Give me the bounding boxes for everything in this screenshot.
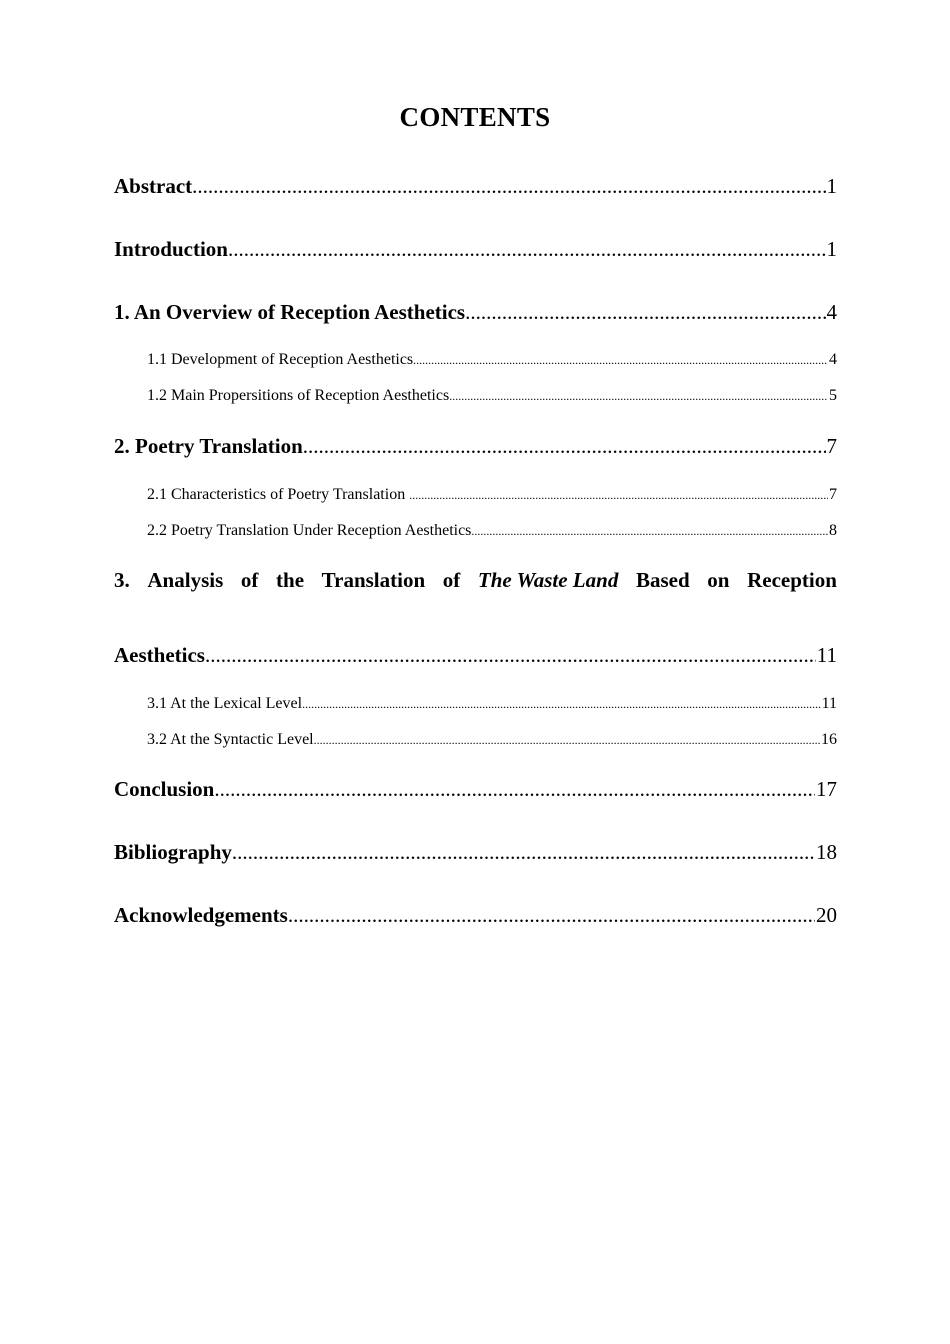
toc-page-number: 17 xyxy=(816,777,837,801)
toc-entry-chapter-2[interactable] xyxy=(114,431,837,461)
toc-entry-label: Bibliography xyxy=(114,840,232,864)
toc-entry-label: 3.1 At the Lexical Level xyxy=(147,695,303,712)
heading-word: Translation xyxy=(321,568,426,592)
toc-entry-abstract[interactable] xyxy=(114,171,837,201)
heading-word: 3. xyxy=(114,568,130,592)
toc-page-number: 16 xyxy=(821,731,837,748)
toc-entry-section-1-2[interactable] xyxy=(147,385,837,407)
toc-entry-label: Aesthetics xyxy=(114,643,205,667)
toc-entry-label: Introduction xyxy=(114,237,228,261)
toc-entry-section-2-1[interactable] xyxy=(147,484,837,506)
dot-leader xyxy=(471,520,828,542)
toc-entry-section-3-2[interactable] xyxy=(147,729,837,751)
dot-leader xyxy=(214,774,815,804)
heading-word: of xyxy=(240,568,259,592)
toc-entry-label: Acknowledgements xyxy=(114,903,288,927)
heading-word: Reception xyxy=(747,568,837,592)
heading-word: Based xyxy=(635,568,690,592)
toc-page-number: 20 xyxy=(816,903,837,927)
toc-page-number: 1 xyxy=(826,174,837,198)
toc-entry-label: 3.2 At the Syntactic Level xyxy=(147,731,314,748)
toc-entry-conclusion[interactable] xyxy=(114,774,837,804)
toc-page-number: 4 xyxy=(829,351,837,368)
toc-page-number: 1 xyxy=(826,237,837,261)
heading-word: on xyxy=(707,568,730,592)
toc-entry-label: 2.1 Characteristics of Poetry Translation xyxy=(147,486,410,503)
toc-entry-introduction[interactable] xyxy=(114,234,837,264)
toc-entry-bibliography[interactable] xyxy=(114,837,837,867)
toc-entry-section-2-2[interactable] xyxy=(147,520,837,542)
toc-page-number: 7 xyxy=(826,434,837,458)
dot-leader xyxy=(288,900,815,930)
dot-leader xyxy=(409,484,828,506)
dot-leader xyxy=(413,349,828,371)
toc-page-number: 5 xyxy=(829,387,837,404)
toc-entry-label: Abstract xyxy=(114,174,193,198)
dot-leader xyxy=(228,234,826,264)
dot-leader xyxy=(449,385,828,407)
toc-page-number: 11 xyxy=(821,695,837,712)
dot-leader xyxy=(302,693,821,715)
toc-entry-section-3-1[interactable] xyxy=(147,693,837,715)
toc-entry-label: Conclusion xyxy=(114,777,215,801)
heading-word: the xyxy=(276,568,305,592)
dot-leader xyxy=(232,837,815,867)
toc-page-number: 7 xyxy=(829,486,837,503)
toc-entry-label: 1.1 Development of Reception Aesthetics xyxy=(147,351,414,368)
dot-leader xyxy=(205,640,816,670)
dot-leader xyxy=(465,297,825,327)
toc-entry-label: 2. Poetry Translation xyxy=(114,434,303,458)
toc-page-number: 18 xyxy=(816,840,837,864)
heading-word: Analysis xyxy=(147,568,224,592)
toc-entry-chapter-3-line-1[interactable] xyxy=(114,565,837,595)
heading-word: of xyxy=(442,568,461,592)
dot-leader xyxy=(192,171,825,201)
toc-entry-label: 1.2 Main Propersitions of Reception Aesthetics xyxy=(147,387,450,404)
toc-entry-label: 1. An Overview of Reception Aesthetics xyxy=(114,300,466,324)
toc-entry-acknowledgements[interactable] xyxy=(114,900,837,930)
toc-entry-chapter-1[interactable] xyxy=(114,297,837,327)
dot-leader xyxy=(314,729,820,751)
dot-leader xyxy=(303,431,826,461)
contents-heading: CONTENTS xyxy=(399,102,551,132)
toc-page-number: 11 xyxy=(816,643,837,667)
toc-entry-chapter-3-line-2[interactable] xyxy=(114,640,837,670)
italic-work-title: The Waste Land xyxy=(477,568,619,592)
toc-page-number: 4 xyxy=(826,300,837,324)
toc-entry-section-1-1[interactable] xyxy=(147,349,837,371)
toc-entry-label: 2.2 Poetry Translation Under Reception Aesthetics xyxy=(147,522,472,539)
toc-page-number: 8 xyxy=(829,522,837,539)
